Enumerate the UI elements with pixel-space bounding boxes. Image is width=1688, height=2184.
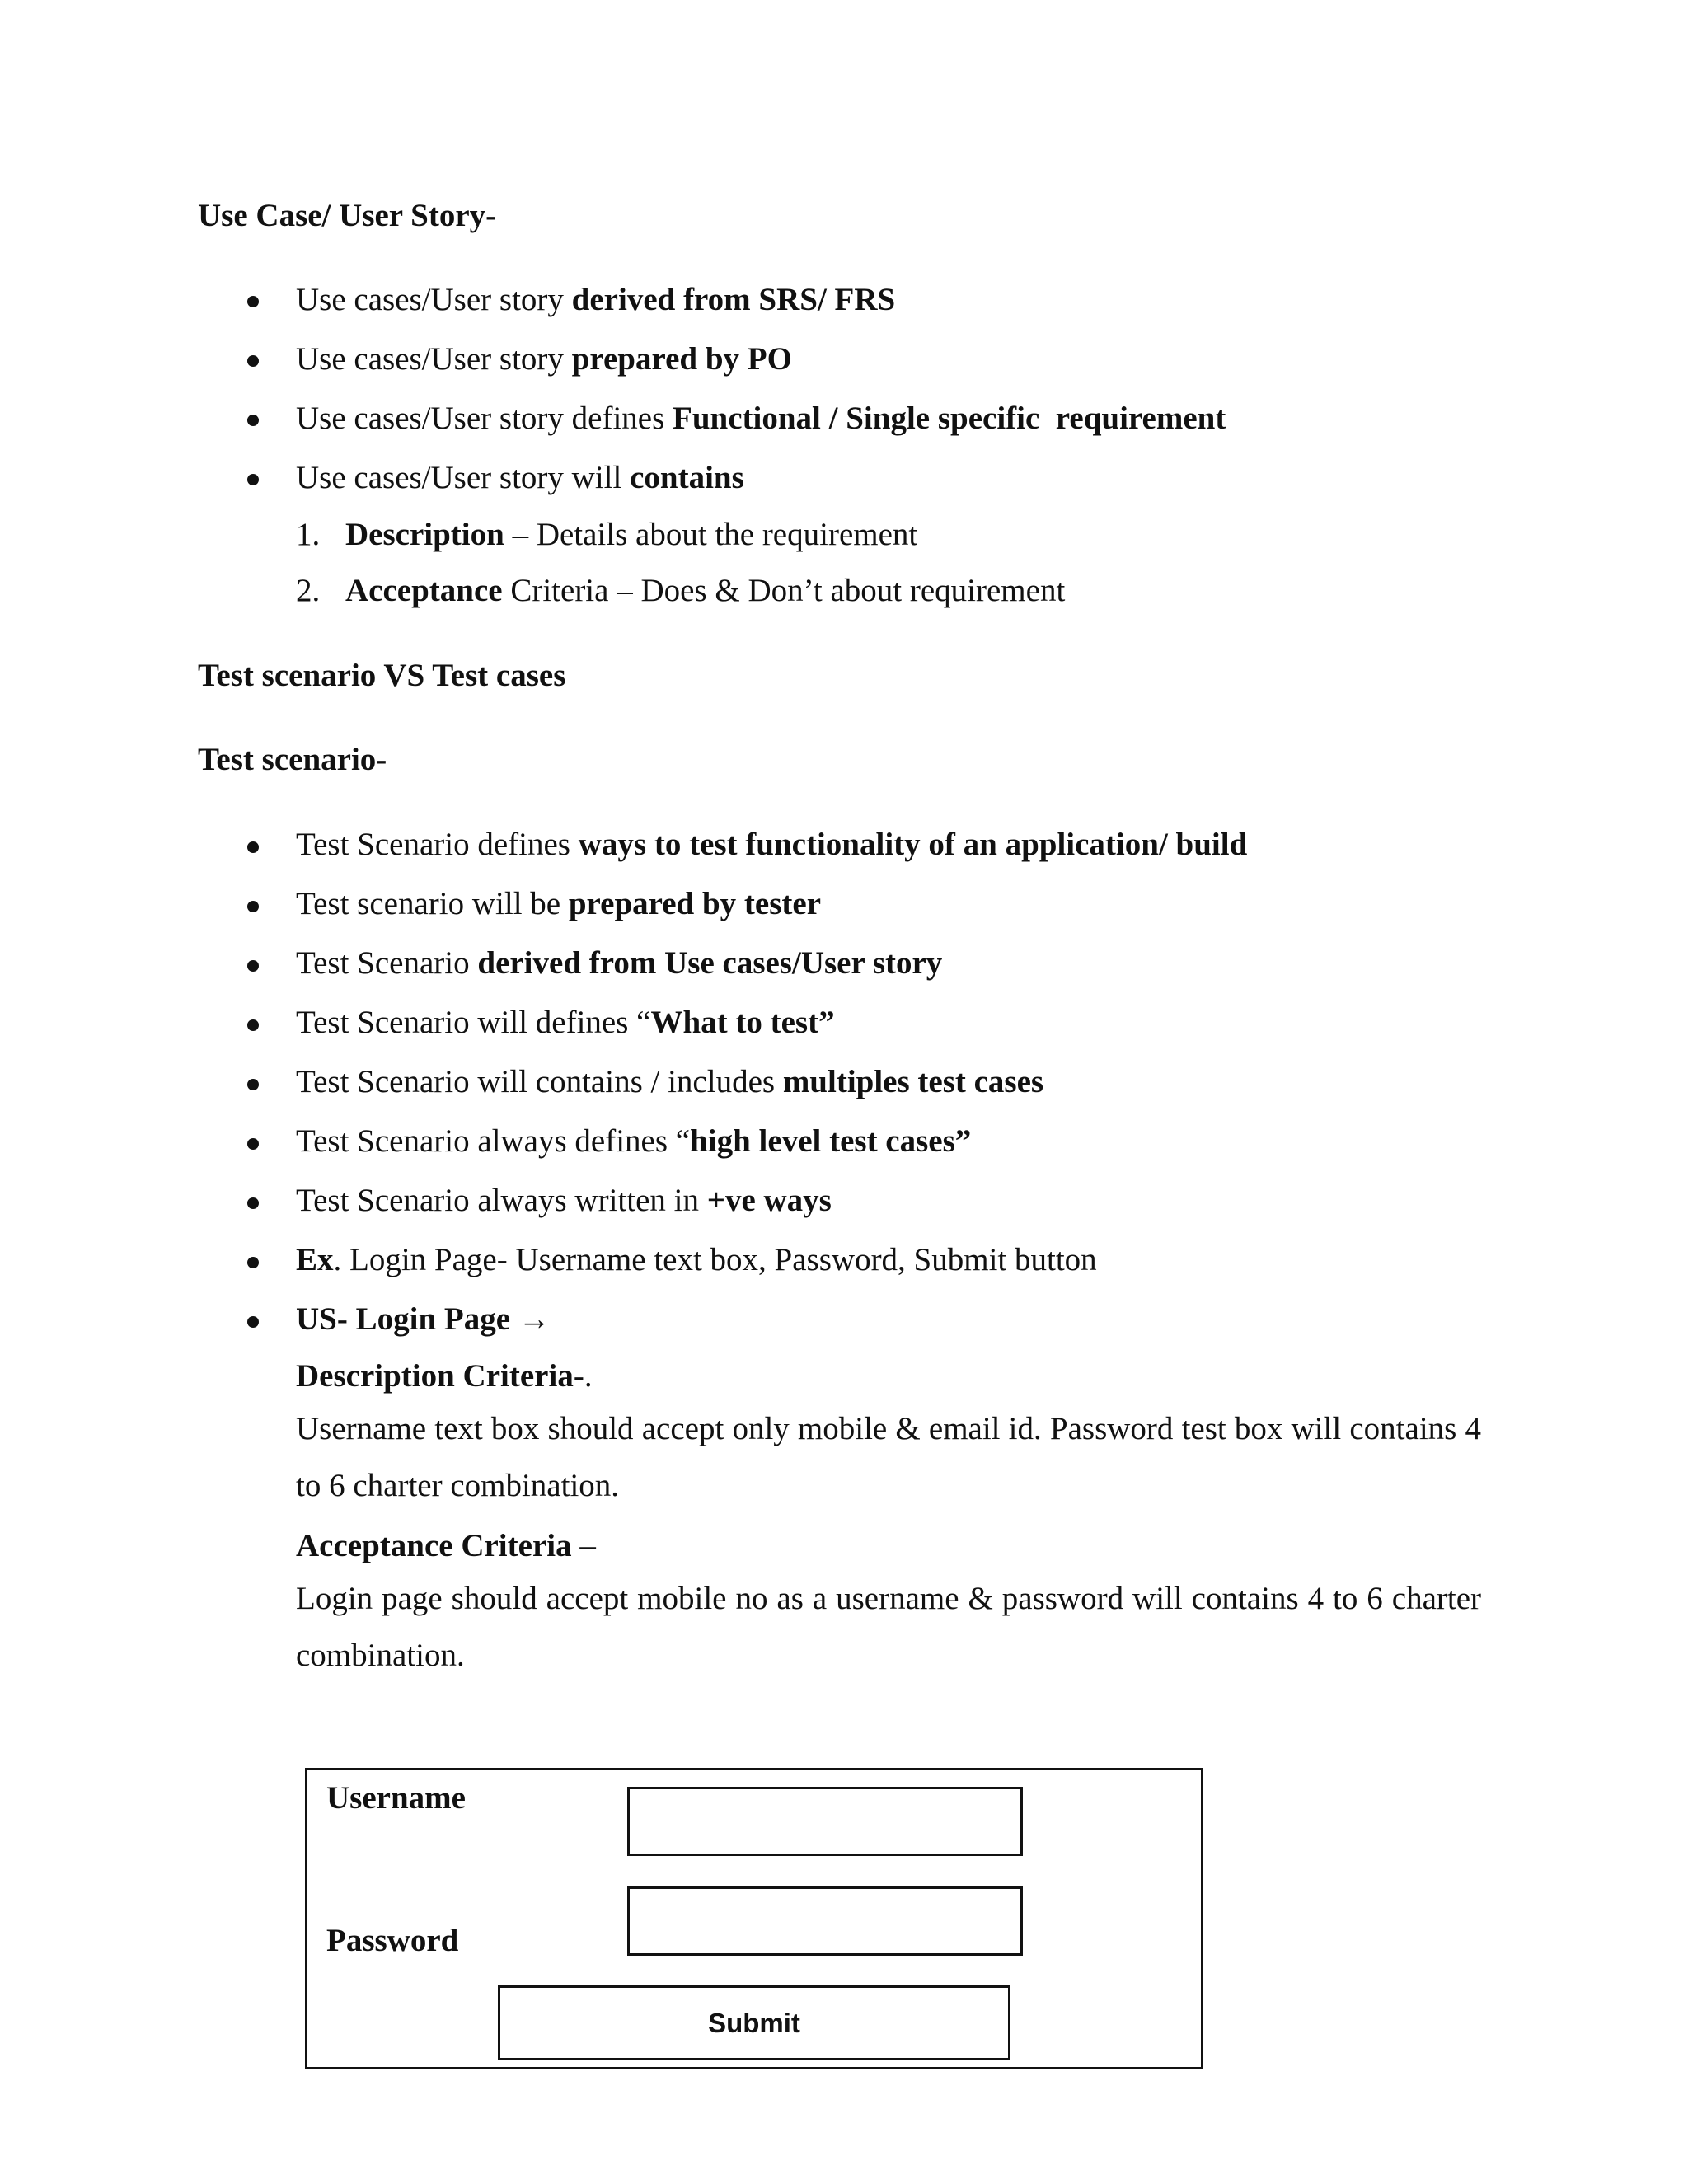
list-number: 2. <box>296 573 321 608</box>
list-item: US- Login Page → <box>296 1301 551 1337</box>
username-label: Username <box>326 1780 466 1816</box>
numbered-item: Description – Details about the requirement <box>345 517 918 552</box>
acceptance-criteria-text: Login page should accept mobile no as a username & password will contains 4 to 6 charter combination. <box>296 1581 1481 1673</box>
password-field[interactable] <box>627 1886 1023 1956</box>
bullet-icon <box>247 960 259 972</box>
submit-button[interactable]: Submit <box>498 1985 1010 2060</box>
password-label: Password <box>326 1923 459 1958</box>
list-item: Use cases/User story derived from SRS/ FRS <box>296 282 896 317</box>
list-item: Test Scenario defines ways to test functionality of an application/ build <box>296 827 1248 862</box>
list-item: Test Scenario will contains / includes multiples test cases <box>296 1064 1044 1099</box>
section-heading-test-scenario-vs-cases: Test scenario VS Test cases <box>198 658 566 693</box>
list-item: Use cases/User story prepared by PO <box>296 341 792 377</box>
list-item: Test Scenario will defines “What to test” <box>296 1005 835 1040</box>
bullet-icon <box>247 296 259 307</box>
bullet-icon <box>247 415 259 426</box>
bullet-icon <box>247 1316 259 1328</box>
username-field[interactable] <box>627 1787 1023 1856</box>
bullet-icon <box>247 1019 259 1031</box>
bullet-icon <box>247 1079 259 1090</box>
numbered-item: Acceptance Criteria – Does & Don’t about requirement <box>345 573 1066 608</box>
bullet-icon <box>247 474 259 485</box>
list-item: Test Scenario always defines “high level test cases” <box>296 1123 972 1159</box>
bullet-icon <box>247 841 259 853</box>
description-criteria-text: Username text box should accept only mobile & email id. Password test box will contains 4 to 6 charter combination. <box>296 1411 1481 1503</box>
list-item: Test Scenario derived from Use cases/User story <box>296 945 943 981</box>
acceptance-criteria-title: Acceptance Criteria – <box>296 1528 596 1563</box>
list-number: 1. <box>296 517 321 552</box>
bullet-icon <box>247 1138 259 1150</box>
section-subheading-test-scenario: Test scenario- <box>198 742 387 777</box>
list-item: Test scenario will be prepared by tester <box>296 886 822 921</box>
description-criteria-title: Description Criteria-. <box>296 1358 593 1394</box>
bullet-icon <box>247 355 259 367</box>
bullet-icon <box>247 901 259 912</box>
bullet-icon <box>247 1197 259 1209</box>
bullet-icon <box>247 1257 259 1268</box>
list-item: Ex. Login Page- Username text box, Password, Submit button <box>296 1242 1097 1277</box>
list-item: Use cases/User story defines Functional / Single specific requirement <box>296 401 1226 436</box>
list-item: Use cases/User story will contains <box>296 460 744 495</box>
section-heading-use-case: Use Case/ User Story- <box>198 198 497 233</box>
list-item: Test Scenario always written in +ve ways <box>296 1183 832 1218</box>
